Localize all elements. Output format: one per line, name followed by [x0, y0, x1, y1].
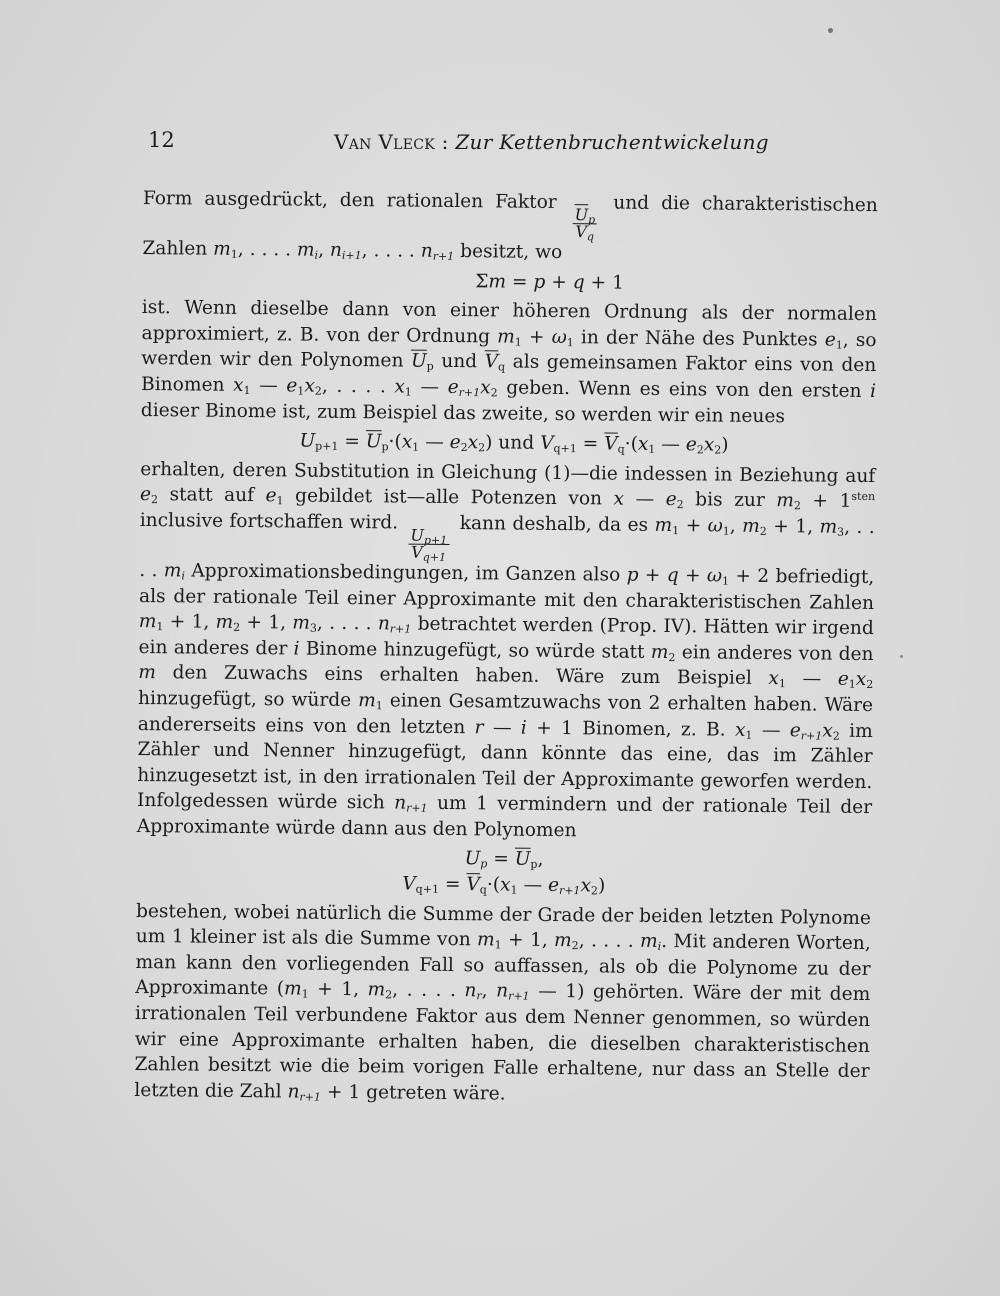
text-run: besitzt, wo — [460, 241, 563, 264]
text-run: und — [498, 432, 535, 454]
speck — [900, 655, 903, 658]
text-run: Binomen, z. B. — [582, 717, 726, 741]
paragraph: Form ausgedrückt, den rationalen Faktor $\frac{\overline{U}_p}{V_q}$ und die charakteristischen Zahlen $m_1$, . . . . $m_i$, $n_{i+1}$, . . . . $n_{r+1}$ besitzt, wo — [142, 187, 878, 264]
paragraph: bestehen, wobei natürlich die Summe der Grade der beiden letzten Polynome um 1 kleiner ist als die Summe von $m_1 + 1$, $m_2$, . . . . $m_i$. Mit anderen Worten, man kann den vorliegenden Fall so auffassen, als ob die Polynome zu der Approximante ($m_1 + 1$, $m_2$, . . . . $n_r$, $n_{r+1}$ — 1) gehörten. Wäre der mit dem irrationalen Teil verbundene Faktor aus dem Nenner genommen, so würden wir eine Approximante erhalten haben, die dieselben charakteristischen Zahlen besitzt wie die beim vorigen Falle erhaltene, nur dass an Stelle der letzten die Zahl $n_{r+1} + 1$ getreten wäre. — [134, 900, 872, 1105]
text-run: um 1 vermindern und der rationale Teil der Approximante würde dann aus den Polynomen — [136, 793, 873, 842]
text-run: ist. Wenn dieselbe dann von einer höheren Ordnung als der normalen approximiert, z. B. von der Ordnung — [141, 297, 877, 348]
text-run: dieser Binome ist, zum Beispiel das zweite, so werden wir ein neues — [140, 399, 786, 427]
text-run: bestehen, wobei natürlich die Summe der Grade der beiden letzten Polynome um 1 kleiner ist als die Summe von — [135, 900, 872, 951]
text-run: bis zur — [695, 489, 765, 512]
running-header — [148, 128, 850, 158]
text-run: gehörten. Wäre der mit dem irrationalen Teil verbundene Faktor aus dem Nenner genommen, so würden wir eine Approximante erhalten haben, die dieselben charakteristischen Zahlen besitzt wie die beim vorigen Falle erhaltene, nur dass an Stelle der letzten die Zahl — [134, 981, 871, 1103]
author-name: Van Vleck — [334, 130, 435, 154]
text-run: ein anderes von den — [681, 641, 874, 665]
text-run: den Zuwachs eins erhalten haben. Wäre zum Beispiel — [172, 662, 752, 690]
text-run: einen Gesamtzuwachs von 2 erhalten haben. Wäre andererseits eins von den letzten — [137, 690, 874, 738]
text-run: , so werden wir den Polynomen — [141, 329, 877, 372]
paragraph: ist. Wenn dieselbe dann von einer höheren Ordnung als der normalen approximiert, z. B. von der Ordnung $m_1 + \omega_1$ in der Nähe des Punktes $e_1$, so werden wir den Polynomen $\overline{U}_p$ und $\overline{V}_q$ als gemeinsamen Faktor eins von den Binomen $x_1$ — $e_1x_2$, . . . . $x_1$ — $e_{r+1}x_2$ geben. Wenn es eins von den ersten i dieser Binome ist, zum Beispiel das zweite, so werden wir ein neues — [140, 297, 877, 427]
text-run: hinzugefügt, so würde — [137, 687, 352, 711]
text-run: und — [441, 351, 478, 373]
paragraph: erhalten, deren Substitution in Gleichung (1)—die indessen in Beziehung auf $e_2$ statt auf $e_1$ gebildet ist—alle Potenzen von x — $e_2$ bis zur $m_2 + 1^{sten}$ inclusive fortschaffen wird. $\frac{U_{p+1}}{V_{q+1}}$ kann deshalb, da es $m_1 + \omega_1$, $m_2 + 1$, $m_3$, . . . . $m_i$ Approximationsbedingungen, im Ganzen also $p + q + \omega_1 + 2$ befriedigt, als der rationale Teil einer Approximante mit den charakteristischen Zahlen $m_1 + 1$, $m_2 + 1$, $m_3$, . . . . $n_{r+1}$ betrachtet werden (Prop. IV). Hätten wir irgend ein anderes der i Binome hinzugefügt, so würde statt $m_2$ ein anderes von den m den Zuwachs eins erhalten haben. Wäre zum Beispiel $x_1$ — $e_1x_2$ hinzugefügt, so würde $m_1$ einen Gesamtzuwachs von 2 erhalten haben. Wäre andererseits eins von den letzten r — i + 1 Binomen, z. B. $x_1$ — $e_{r+1}x_2$ im Zähler und Nenner hinzugefügt, dann könnte das eine, das im Zähler hinzugesetzt ist, in den irrationalen Teil der Approximante geworfen werden. Infolgedessen würde sich $n_{r+1}$ um 1 vermindern und der rationale Teil der Approximante würde dann aus den Polynomen — [136, 458, 876, 842]
speck — [828, 28, 833, 33]
page-number: 12 — [148, 128, 175, 152]
running-title — [334, 130, 769, 154]
text-run: kann deshalb, da es — [459, 512, 649, 536]
text-run: statt auf — [169, 484, 255, 507]
text-run: befriedigt, als der rationale Teil einer Approximante mit den charakteristischen Zahlen — [138, 566, 875, 614]
title-separator: : — [435, 130, 456, 154]
text-run: getreten wäre. — [366, 1081, 506, 1105]
text-run: in der Nähe des Punktes — [580, 326, 818, 351]
superscript: sten — [851, 490, 876, 504]
text-run: im Zähler und Nenner hinzugefügt, dann könnte das eine, das im Zähler hinzugesetzt ist, in den irrationalen Teil der Approximante geworfen werden. Infolgedessen würde sich — [136, 720, 873, 814]
text-run: geben. Wenn es eins von den ersten — [506, 377, 862, 402]
text-run: als gemeinsamen Faktor eins von den Binomen — [140, 351, 877, 396]
fraction: $\frac{\overline{U}_p}{V_q}$ — [572, 207, 597, 240]
page-body — [134, 186, 878, 1110]
text-run: Binome hinzugefügt, so würde statt — [305, 638, 645, 663]
equation-polynomials: $U_p = \overline{U}_p$, $V_{q+1} = \overline{V}_q\cdot(x_1$ — $e_{r+1}x_2$) — [402, 848, 606, 898]
text-run: gebildet ist—alle Potenzen von — [295, 485, 603, 510]
text-run: und die charakteristischen Zahlen — [142, 192, 878, 260]
text-run: Form ausgedrückt, den rationalen Faktor — [142, 187, 557, 213]
text-run: erhalten, deren Substitution in Gleichung (1)—die indessen in Beziehung auf — [140, 458, 876, 487]
text-run: Approximationsbedingungen, im Ganzen also — [191, 560, 621, 586]
text-run: Mit anderen Worten, man kann den vorliegenden Fall so auffassen, als ob die Polynome zu der Approximante — [135, 931, 871, 1000]
paper-title: Zur Kettenbruchentwickelung — [455, 130, 769, 154]
text-run: inclusive fortschaffen wird. — [139, 509, 399, 534]
equation-new-polynomials: $U_{p+1} = \overline{U}_p\cdot(x_1$ — $e_2x_2$) und $V_{q+1} = \overline{V}_q\cdot(x_1$ — $e_2x_2$) — [299, 430, 729, 457]
fraction: $\frac{U_{p+1}}{V_{q+1}}$ — [408, 528, 449, 561]
equation-sum: Σm = p + q + 1 — [475, 270, 625, 294]
text-run: betrachtet werden (Prop. IV). Hätten wir irgend ein anderes der — [138, 613, 874, 660]
